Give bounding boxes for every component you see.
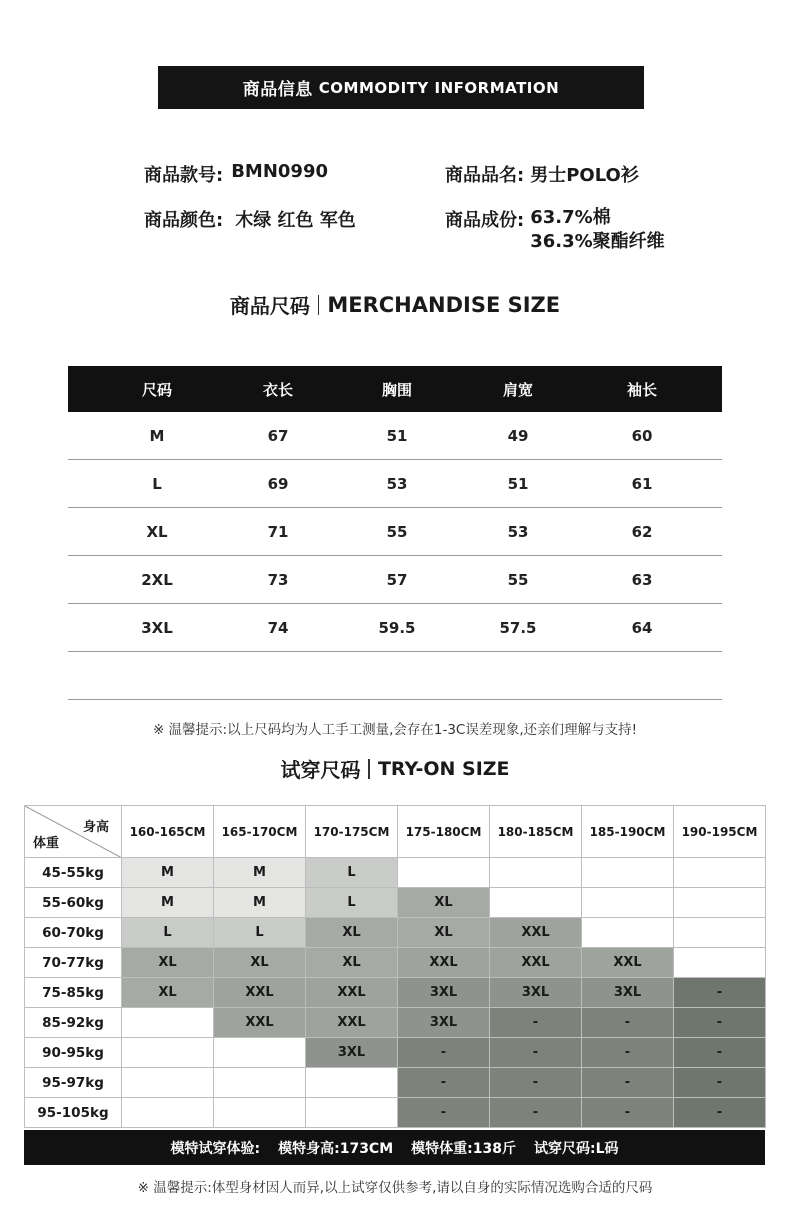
recommended-size-cell: - — [674, 1038, 766, 1068]
recommended-size-cell: - — [490, 1008, 582, 1038]
size-header-cell: 衣长 — [262, 380, 293, 399]
model-info-bar — [24, 1130, 765, 1165]
size-table-empty-row — [68, 652, 722, 700]
size-table-row — [68, 508, 722, 556]
empty-size-cell — [306, 1068, 398, 1098]
weight-cell: 55-60kg — [25, 888, 122, 918]
recommended-size-cell: L — [306, 858, 398, 888]
empty-size-cell — [214, 1038, 306, 1068]
empty-size-cell — [582, 918, 674, 948]
weight-cell: 60-70kg — [25, 918, 122, 948]
size-cell: 59.5 — [378, 618, 416, 637]
weight-cell: 45-55kg — [25, 858, 122, 888]
size-cell: L — [152, 474, 162, 493]
empty-size-cell — [490, 858, 582, 888]
empty-size-cell — [214, 1068, 306, 1098]
height-header-cell: 165-170CM — [214, 806, 306, 858]
recommended-size-cell: - — [674, 1098, 766, 1128]
recommended-size-cell: M — [214, 888, 306, 918]
corner-height-label: 身高 — [82, 820, 109, 835]
empty-size-cell — [674, 858, 766, 888]
product-color — [144, 206, 356, 232]
tryon-row — [25, 948, 766, 978]
size-table-row — [68, 604, 722, 652]
size-cell: 64 — [631, 618, 653, 637]
size-cell: 55 — [507, 570, 529, 589]
height-header-cell: 180-185CM — [490, 806, 582, 858]
size-cell: 60 — [631, 426, 653, 445]
size-grid — [68, 366, 722, 700]
corner-header-cell — [25, 806, 122, 858]
recommended-size-cell: 3XL — [490, 978, 582, 1008]
size-table-row — [68, 412, 722, 460]
product-composition-label: 商品成份: — [445, 210, 525, 231]
height-header-cell: 160-165CM — [122, 806, 214, 858]
product-name-label: 商品品名: — [445, 165, 525, 186]
size-cell: 62 — [631, 522, 653, 541]
tryon-row — [25, 1038, 766, 1068]
recommended-size-cell: XXL — [214, 978, 306, 1008]
size-table-row — [68, 556, 722, 604]
size-cell: 51 — [386, 426, 408, 445]
recommended-size-cell: M — [214, 858, 306, 888]
composition-cotton: 63.7%棉 — [530, 207, 611, 228]
tryon-row — [25, 888, 766, 918]
tryon-row — [25, 1008, 766, 1038]
size-cell: 69 — [267, 474, 289, 493]
model-weight: 模特体重:138斤 — [411, 1140, 516, 1157]
height-header-cell: 190-195CM — [674, 806, 766, 858]
recommended-size-cell: XXL — [398, 948, 490, 978]
empty-size-cell — [490, 888, 582, 918]
size-cell: 74 — [267, 618, 289, 637]
size-cell: 63 — [631, 570, 653, 589]
size-cell: 51 — [507, 474, 529, 493]
size-cell: 3XL — [141, 618, 173, 637]
empty-size-cell — [122, 1098, 214, 1128]
recommended-size-cell: XXL — [582, 948, 674, 978]
recommended-size-cell: 3XL — [306, 1038, 398, 1068]
recommended-size-cell: XL — [122, 948, 214, 978]
height-header-cell: 170-175CM — [306, 806, 398, 858]
size-cell: 57 — [386, 570, 408, 589]
composition-polyester: 36.3%聚酯纤维 — [530, 231, 665, 252]
size-table-header — [68, 366, 722, 412]
recommended-size-cell: - — [674, 1068, 766, 1098]
recommended-size-cell: - — [582, 1038, 674, 1068]
recommended-size-cell: XXL — [306, 978, 398, 1008]
recommended-size-cell: - — [674, 1008, 766, 1038]
size-cell: 53 — [507, 522, 529, 541]
size-cell: 53 — [386, 474, 408, 493]
weight-cell: 95-97kg — [25, 1068, 122, 1098]
recommended-size-cell: XL — [398, 918, 490, 948]
empty-size-cell — [582, 888, 674, 918]
recommended-size-cell: 3XL — [398, 1008, 490, 1038]
tryon-row — [25, 1098, 766, 1128]
empty-size-cell — [122, 1038, 214, 1068]
recommended-size-cell: - — [582, 1098, 674, 1128]
banner-title-en: COMMODITY INFORMATION — [318, 78, 560, 97]
recommended-size-cell: XXL — [490, 918, 582, 948]
recommended-size-cell: XL — [398, 888, 490, 918]
recommended-size-cell: - — [490, 1038, 582, 1068]
size-measure-tip: ※ 温馨提示:以上尺码均为人工手工测量,会存在1-3C误差现象,还亲们理解与支持! — [152, 722, 638, 738]
size-cell: 2XL — [141, 570, 173, 589]
size-cell: 61 — [631, 474, 653, 493]
recommended-size-cell: XL — [306, 948, 398, 978]
size-header-cell: 肩宽 — [502, 380, 533, 399]
height-header-cell: 175-180CM — [398, 806, 490, 858]
recommended-size-cell: - — [398, 1068, 490, 1098]
tryon-reference-tip: ※ 温馨提示:体型身材因人而异,以上试穿仅供参考,请以自身的实际情况选购合适的尺码 — [137, 1180, 653, 1196]
tryon-row — [25, 1068, 766, 1098]
recommended-size-cell: 3XL — [582, 978, 674, 1008]
recommended-size-cell: XXL — [214, 1008, 306, 1038]
tryon-table — [24, 805, 766, 1128]
model-tryon-size: 试穿尺码:L码 — [533, 1140, 619, 1157]
empty-size-cell — [122, 1068, 214, 1098]
weight-cell: 95-105kg — [25, 1098, 122, 1128]
empty-size-cell — [582, 858, 674, 888]
title-separator — [368, 759, 370, 779]
size-header-cell: 胸围 — [381, 380, 412, 399]
recommended-size-cell: 3XL — [398, 978, 490, 1008]
recommended-size-cell: M — [122, 858, 214, 888]
recommended-size-cell: XXL — [490, 948, 582, 978]
recommended-size-cell: - — [398, 1038, 490, 1068]
empty-size-cell — [674, 948, 766, 978]
model-experience-label: 模特试穿体验: — [170, 1140, 261, 1157]
recommended-size-cell: - — [582, 1008, 674, 1038]
size-table-row — [68, 460, 722, 508]
recommended-size-cell: L — [122, 918, 214, 948]
tryon-size-title — [0, 754, 790, 783]
recommended-size-cell: XL — [122, 978, 214, 1008]
size-cell: 57.5 — [499, 618, 537, 637]
merchandise-size-title-cn: 商品尺码 — [229, 294, 310, 318]
weight-cell: 75-85kg — [25, 978, 122, 1008]
size-cell: 73 — [267, 570, 289, 589]
recommended-size-cell: - — [674, 978, 766, 1008]
product-name — [445, 161, 639, 187]
size-header-cell: 袖长 — [626, 380, 657, 399]
tryon-size-title-en: TRY-ON SIZE — [377, 757, 510, 780]
tryon-row — [25, 918, 766, 948]
weight-cell: 90-95kg — [25, 1038, 122, 1068]
product-color-value: 木绿 红色 军色 — [235, 210, 356, 231]
empty-size-cell — [674, 888, 766, 918]
weight-cell: 85-92kg — [25, 1008, 122, 1038]
recommended-size-cell: L — [214, 918, 306, 948]
empty-size-cell — [122, 1008, 214, 1038]
recommended-size-cell: L — [306, 888, 398, 918]
title-separator — [318, 295, 320, 315]
height-header-cell: 185-190CM — [582, 806, 674, 858]
corner-weight-label: 体重 — [33, 836, 60, 851]
recommended-size-cell: XXL — [306, 1008, 398, 1038]
empty-size-cell — [214, 1098, 306, 1128]
model-height: 模特身高:173CM — [278, 1140, 394, 1157]
size-cell: 49 — [507, 426, 529, 445]
empty-size-cell — [674, 918, 766, 948]
tryon-row — [25, 978, 766, 1008]
commodity-info-banner — [158, 66, 644, 109]
size-cell: 71 — [267, 522, 289, 541]
recommended-size-cell: - — [582, 1068, 674, 1098]
size-cell: 55 — [386, 522, 408, 541]
empty-size-cell — [306, 1098, 398, 1128]
recommended-size-cell: - — [490, 1068, 582, 1098]
merchandise-size-title — [0, 290, 790, 319]
product-code — [144, 161, 328, 187]
size-cell: 67 — [267, 426, 289, 445]
product-color-label: 商品颜色: — [144, 210, 224, 231]
recommended-size-cell: - — [398, 1098, 490, 1128]
product-code-value: BMN0990 — [231, 161, 328, 182]
tryon-row — [25, 858, 766, 888]
size-header-cell: 尺码 — [141, 380, 172, 399]
size-cell: M — [149, 426, 165, 445]
tryon-size-title-cn: 试穿尺码 — [280, 758, 361, 782]
size-cell: XL — [146, 522, 168, 541]
banner-title-cn: 商品信息 — [242, 80, 313, 100]
recommended-size-cell: M — [122, 888, 214, 918]
product-name-value: 男士POLO衫 — [530, 165, 639, 186]
empty-size-cell — [398, 858, 490, 888]
product-composition — [445, 206, 665, 254]
weight-cell: 70-77kg — [25, 948, 122, 978]
recommended-size-cell: XL — [306, 918, 398, 948]
recommended-size-cell: XL — [214, 948, 306, 978]
recommended-size-cell: - — [490, 1098, 582, 1128]
product-code-label: 商品款号: — [144, 165, 224, 186]
merchandise-size-title-en: MERCHANDISE SIZE — [327, 292, 561, 317]
